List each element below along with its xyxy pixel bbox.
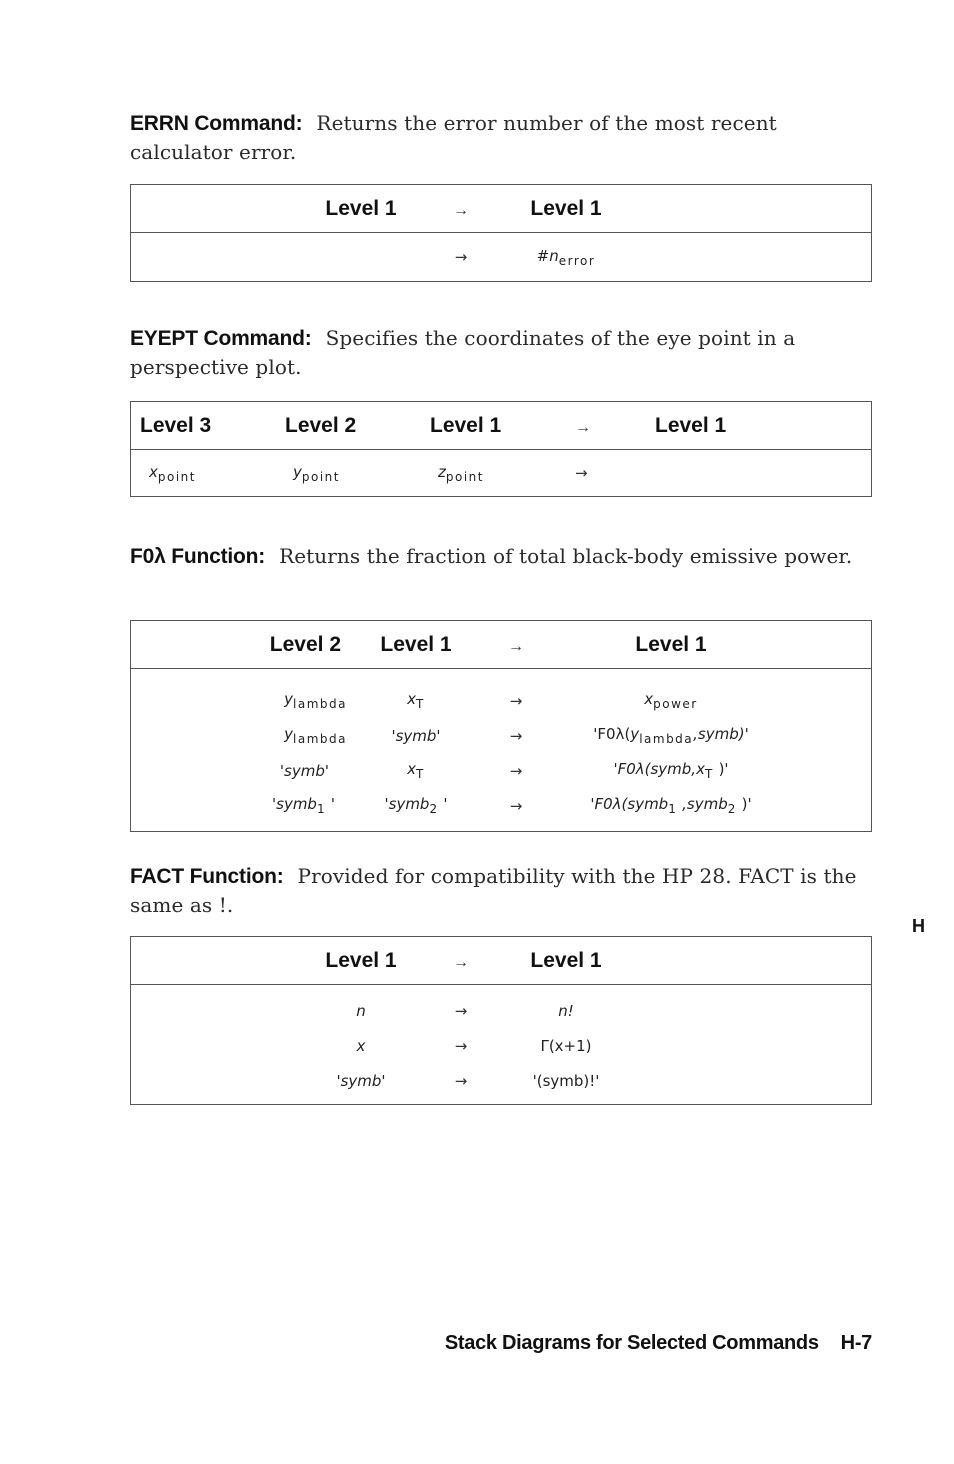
eyept-y-point: $y_{point}$ — [293, 462, 340, 484]
f0l-row-4: 'symb$_1$ ' 'symb$_2$ ' → 'F0λ(symb$_1$ ,symb$_2$ )' — [272, 795, 752, 816]
f0l-function-desc: Returns the fraction of total black-body emissive power. — [279, 544, 853, 568]
errn-head-arrow: → — [453, 201, 469, 219]
eyept-row-arrow: → — [575, 464, 588, 482]
f0l-function-name: F0λ Function: — [130, 545, 266, 568]
errn-in-level-1: Level 1 — [316, 185, 406, 233]
eyept-z-point: $z_{point}$ — [438, 462, 484, 484]
f0l-head-arrow: → — [508, 637, 524, 655]
f0l-row-3: 'symb' $x_T$ → '$F0\lambda(symb,x_T$ )' — [279, 760, 729, 781]
fact-function-name: FACT Function: — [130, 865, 284, 888]
errn-stack-diagram — [130, 184, 872, 282]
eyept-out-level-1: Level 1 — [655, 402, 872, 450]
fact-stack-diagram — [130, 936, 872, 1105]
errn-command-name: ERRN Command: — [130, 112, 303, 135]
f0l-level-2: Level 2 — [131, 621, 352, 669]
page-footer — [445, 1332, 872, 1355]
fact-in-level-1: Level 1 — [316, 937, 406, 985]
f0l-description — [130, 542, 872, 571]
eyept-level-2: Level 2 — [285, 402, 430, 450]
eyept-stack-diagram — [130, 401, 872, 497]
fact-row-2: x → Γ(x+1) — [356, 1036, 592, 1055]
fact-function-desc: Provided for compatibility with the HP 28. FACT is the same as !. — [130, 864, 857, 917]
section-tab-letter: H — [912, 916, 925, 936]
eyept-x-point: $x_{point}$ — [149, 462, 196, 484]
f0l-row-2: $y_{lambda}$ 'symb' → '$F0\lambda(y_{lambda},symb)$' — [284, 725, 749, 746]
eyept-head-arrow: → — [575, 418, 591, 436]
f0l-level-1: Level 1 — [351, 621, 481, 669]
footer-title: Stack Diagrams for Selected Commands — [444, 1332, 819, 1354]
f0l-out-level-1: Level 1 — [551, 621, 791, 669]
eyept-description — [130, 324, 872, 382]
fact-row-1: n → n! — [356, 1001, 574, 1020]
errn-command-desc: Returns the error number of the most recent calculator error. — [130, 111, 777, 164]
eyept-command-name: EYEPT Command: — [130, 327, 312, 350]
errn-row-arrow: → — [454, 248, 468, 266]
page-number: H-7 — [840, 1332, 872, 1354]
fact-out-level-1: Level 1 — [516, 937, 616, 985]
errn-out-level-1: Level 1 — [516, 185, 616, 233]
errn-output-cell: $\#n_{error}$ — [536, 246, 596, 268]
f0l-stack-diagram — [130, 620, 872, 832]
fact-head-arrow: → — [453, 953, 469, 971]
fact-row-3: 'symb' → '(symb)!' — [336, 1071, 600, 1090]
eyept-level-3: Level 3 — [131, 402, 286, 450]
errn-description — [130, 109, 872, 167]
eyept-level-1: Level 1 — [430, 402, 555, 450]
eyept-command-desc: Specifies the coordinates of the eye point in a perspective plot. — [130, 326, 796, 379]
fact-description — [130, 862, 872, 920]
f0l-row-1: $y_{lambda}$ $x_T$ → $x_{power}$ — [284, 690, 698, 711]
